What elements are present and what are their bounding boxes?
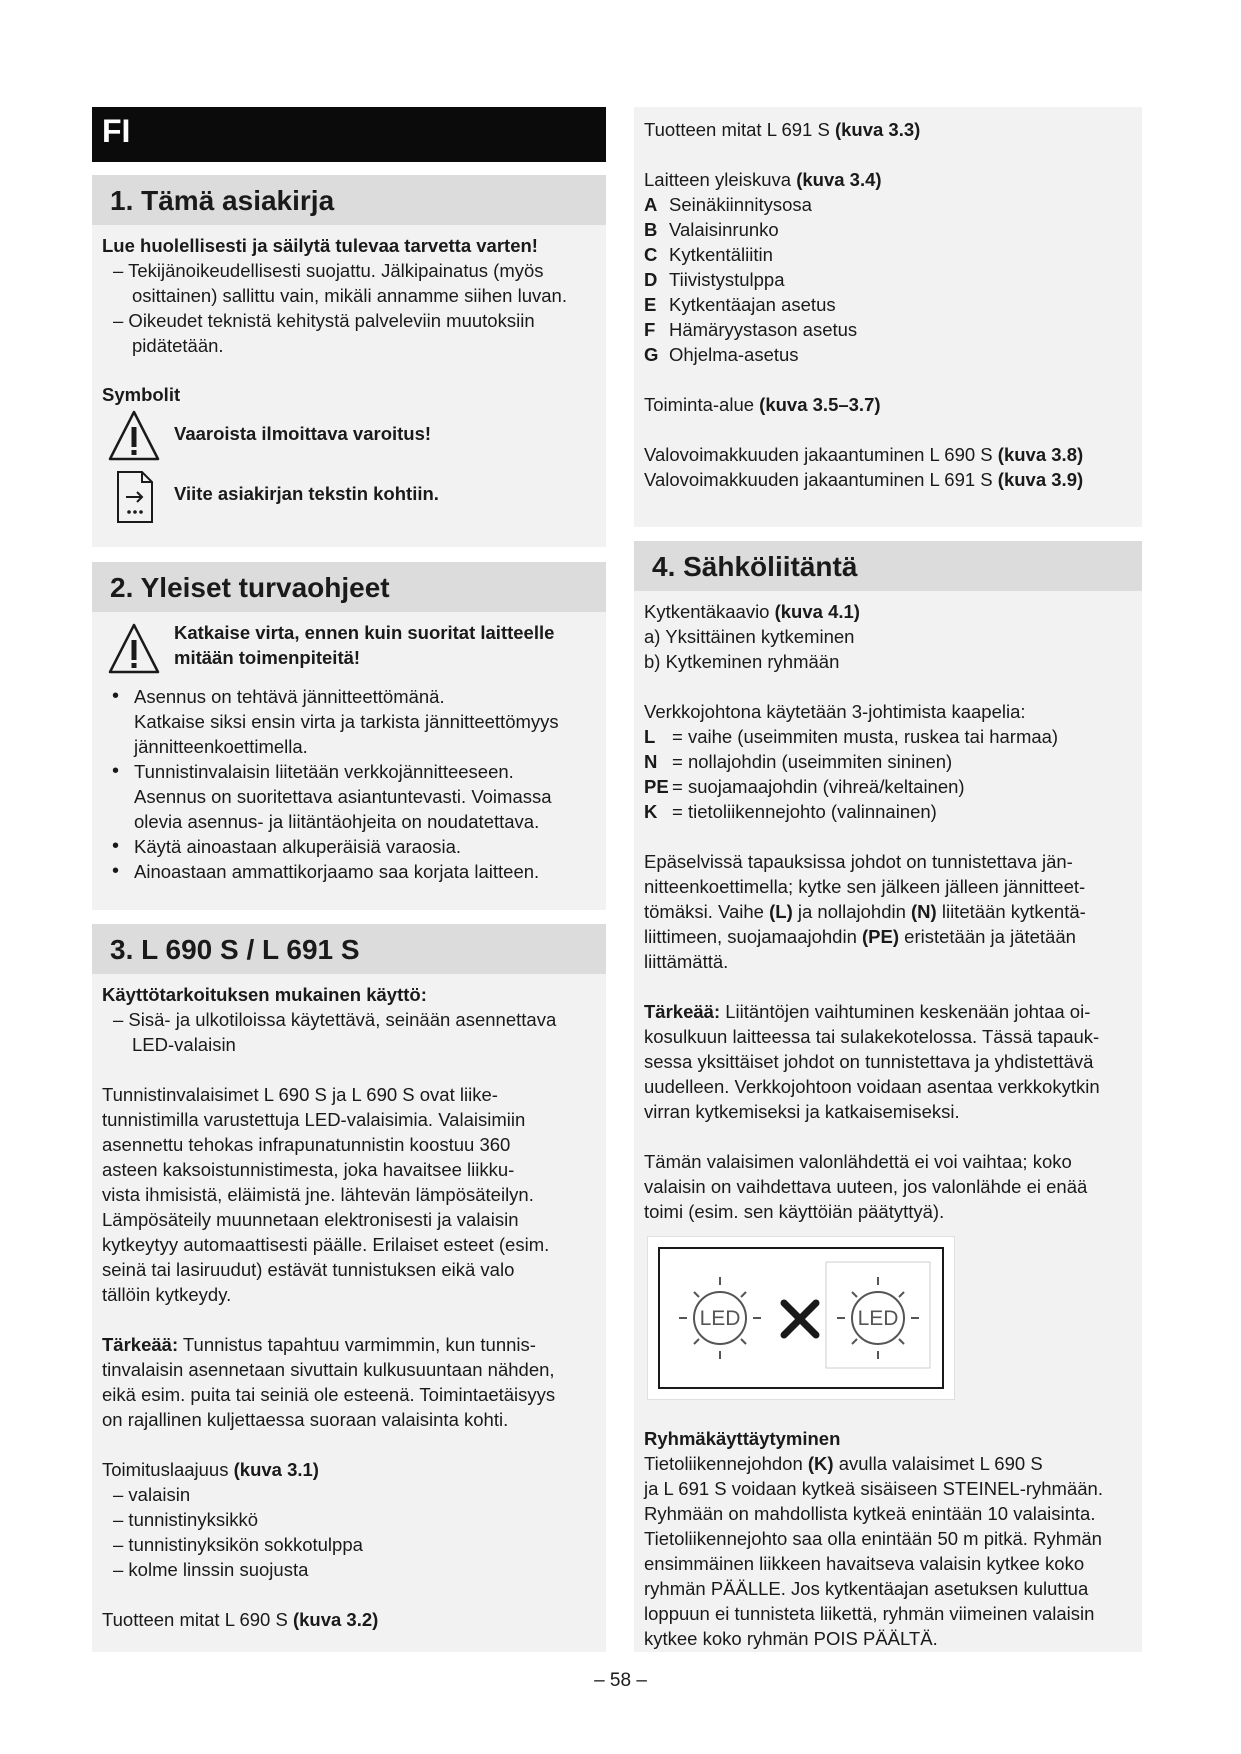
- unclear-text: ja nollajohdin: [792, 901, 912, 922]
- s4-imp-line: virran kytkemiseksi ja katkaisemiseksi.: [644, 1101, 960, 1122]
- overview-label: Laitteen yleiskuva: [644, 169, 797, 190]
- s2-bullet-2a: • Tunnistinvalaisin liitetään verkkojännitteeseen.: [134, 761, 514, 782]
- led-label-left: LED: [699, 1307, 741, 1330]
- s2-bullet-2: [102, 759, 596, 834]
- s1-lead: Lue huolellisesti ja säilytä tulevaa tarvetta varten!: [102, 235, 538, 256]
- s1-dash-2b: pidätetään.: [132, 335, 224, 356]
- led-not-replaceable-figure: [647, 1236, 955, 1400]
- group-line: ryhmän PÄÄLLE. Jos kytkentäajan asetuksen kuluttua: [644, 1578, 1089, 1599]
- warning-symbol-row: [102, 407, 596, 467]
- diagram-option-a: a) Yksittäinen kytkeminen: [644, 626, 855, 647]
- dist-690-label: Valovoimakkuuden jakaantuminen L 690 S: [644, 444, 998, 465]
- group-heading: Ryhmäkäyttäytyminen: [644, 1428, 841, 1449]
- group-line: Ryhmään on mahdollista kytkeä enintään 10 valaisinta.: [644, 1503, 1096, 1524]
- wire-item: [644, 724, 1132, 749]
- unclear-text: liitetään kytkentä-: [936, 901, 1086, 922]
- s4-important: [644, 999, 1132, 1124]
- s2-bullet-2c: olevia asennus- ja liitäntäohjeita on noudatettava.: [134, 811, 540, 832]
- use-line-1: – Sisä- ja ulkotiloissa käytettävä, seinään asennettava: [113, 1009, 557, 1030]
- diagram-figure-ref: (kuva 4.1): [774, 601, 860, 622]
- s3-p1-line: tunnistimilla varustettuja LED-valaisimia. Valaisimiin: [102, 1109, 526, 1130]
- group-line: kytkee koko ryhmän POIS PÄÄLTÄ.: [644, 1628, 938, 1649]
- use-line-2: LED-valaisin: [132, 1034, 236, 1055]
- s3-p1-line: asennettu tehokas infrapunatunnistin koostuu 360: [102, 1134, 511, 1155]
- s3-imp-line: tinvalaisin asennetaan sivuttain kulkusuuntaan nähden,: [102, 1359, 555, 1380]
- part-item: [644, 342, 1132, 367]
- s1-dash-1b: osittainen) sallittu vain, mikäli annamme siihen luvan.: [132, 285, 567, 306]
- scope-label: Toimituslaajuus: [102, 1459, 234, 1480]
- s4-imp-line: sessa yksittäiset johdot on tunnistettava ja yhdistettävä: [644, 1051, 1094, 1072]
- s3-p1-line: vista ihmisistä, eläimistä jne. lähtevän lämpösäteilyn.: [102, 1184, 534, 1205]
- s3-imp-line-1: Tunnistus tapahtuu varmimmin, kun tunnis-: [178, 1334, 536, 1355]
- section-1-title: 1. Tämä asiakirja: [92, 175, 606, 225]
- range-figure-ref: (kuva 3.5–3.7): [759, 394, 881, 415]
- part-label: Valaisinrunko: [669, 219, 779, 240]
- unclear-line: nitteenkoettimella; kytke sen jälkeen jälleen jännitteet-: [644, 876, 1086, 897]
- part-label: Hämäryystason asetus: [669, 319, 858, 340]
- wire-key: N: [644, 751, 658, 772]
- scope-item: – tunnistinyksikkö: [113, 1509, 258, 1530]
- wire-desc: = vaihe (useimmiten musta, ruskea tai harmaa): [672, 726, 1059, 747]
- group-key: (K): [807, 1453, 834, 1474]
- part-key: B: [644, 219, 658, 240]
- wire-key: K: [644, 801, 658, 822]
- parts-list: [644, 192, 1132, 367]
- unclear-line: Epäselvissä tapauksissa johdot on tunnistettava jän-: [644, 851, 1073, 872]
- part-item: [644, 267, 1132, 292]
- unclear-key: (N): [911, 901, 937, 922]
- s2-bullet-4: • Ainoastaan ammattikorjaamo saa korjata laitteen.: [102, 859, 596, 884]
- use-heading: Käyttötarkoituksen mukainen käyttö:: [102, 984, 427, 1005]
- dist-691-label: Valovoimakkuuden jakaantuminen L 691 S: [644, 469, 998, 490]
- wire-key: L: [644, 726, 656, 747]
- scope-of-delivery: [102, 1457, 596, 1582]
- s2-bullet-3: • Käytä ainoastaan alkuperäisiä varaosia.: [102, 834, 596, 859]
- section-4-title: 4. Sähköliitäntä: [634, 541, 1142, 591]
- section-1-box: [92, 175, 606, 547]
- unclear-text: eristetään ja jätetään: [899, 926, 1076, 947]
- led-note-line: Tämän valaisimen valonlähdettä ei voi vaihtaa; koko: [644, 1151, 1072, 1172]
- unclear-key: (L): [769, 901, 793, 922]
- s3-p1-line: kytkeytyy automaattisesti päälle. Erilaiset esteet (esim.: [102, 1234, 550, 1255]
- diagram-label: Kytkentäkaavio: [644, 601, 775, 622]
- section-3-title: 3. L 690 S / L 691 S: [92, 924, 606, 974]
- dim-690-label: Tuotteen mitat L 690 S: [102, 1609, 293, 1630]
- s2-warning-line-2: mitään toimenpiteitä!: [174, 647, 361, 668]
- part-key: D: [644, 269, 658, 290]
- diagram-option-b: b) Kytkeminen ryhmään: [644, 651, 840, 672]
- dist-691-figure-ref: (kuva 3.9): [997, 469, 1084, 490]
- reference-symbol-row: [102, 467, 596, 527]
- document-reference-icon: [108, 469, 160, 525]
- language-bar: [92, 107, 606, 162]
- s2-bullet-1a: • Asennus on tehtävä jännitteettömänä.: [134, 686, 445, 707]
- group-line: Tietoliikennejohto saa olla enintään 50 m pitkä. Ryhmän: [644, 1528, 1102, 1549]
- part-item: [644, 217, 1132, 242]
- led-figure-svg: [648, 1237, 954, 1399]
- s2-bullet-1b: Katkaise siksi ensin virta ja tarkista jännitteettömyys: [134, 711, 559, 732]
- section-3-box: [92, 924, 606, 1652]
- wire-key: PE: [644, 776, 669, 797]
- part-key: C: [644, 244, 658, 265]
- group-text: avulla valaisimet L 690 S: [833, 1453, 1043, 1474]
- led-note-line: valaisin on vaihdettava uuteen, jos valonlähde ei enää: [644, 1176, 1088, 1197]
- scope-item: – valaisin: [113, 1484, 191, 1505]
- overview-figure-ref: (kuva 3.4): [796, 169, 882, 190]
- cable-intro: Verkkojohtona käytetään 3-johtimista kaapelia:: [644, 701, 1026, 722]
- scope-item: – tunnistinyksikön sokkotulppa: [113, 1534, 363, 1555]
- part-item: [644, 192, 1132, 217]
- part-item: [644, 317, 1132, 342]
- part-key: G: [644, 344, 659, 365]
- section-2-title: 2. Yleiset turvaohjeet: [92, 562, 606, 612]
- group-line: ensimmäinen liikkeen havaitseva valaisin kytkee koko: [644, 1553, 1085, 1574]
- s4-imp-line: uudelleen. Verkkojohtoon voidaan asentaa verkkokytkin: [644, 1076, 1100, 1097]
- reference-symbol-text: Viite asiakirjan tekstin kohtiin.: [174, 483, 439, 504]
- s3-p1-line: seinä tai lasiruudut) estävät tunnistuksen eikä valo: [102, 1259, 515, 1280]
- s2-warning-row: [102, 620, 596, 684]
- s3-important: [102, 1332, 596, 1432]
- s2-bullet-1: [102, 684, 596, 759]
- wire-desc: = nollajohdin (useimmiten sininen): [672, 751, 953, 772]
- part-item: [644, 242, 1132, 267]
- part-label: Ohjelma-asetus: [669, 344, 799, 365]
- wire-desc: = tietoliikennejohto (valinnainen): [672, 801, 937, 822]
- dim-691-figure-ref: (kuva 3.3): [834, 119, 921, 140]
- s3-imp-line: on rajallinen kuljettaessa suoraan valaisinta kohti.: [102, 1409, 509, 1430]
- group-line: ja L 691 S voidaan kytkeä sisäiseen STEINEL-ryhmään.: [644, 1478, 1103, 1499]
- wire-item: [644, 799, 1132, 824]
- language-code: FI: [102, 113, 131, 149]
- unclear-text: liittimeen, suojamaajohdin: [644, 926, 863, 947]
- scope-item: – kolme linssin suojusta: [113, 1559, 309, 1580]
- unclear-text: tömäksi. Vaihe: [644, 901, 770, 922]
- warning-triangle-icon: [108, 622, 160, 676]
- part-label: Seinäkiinnitysosa: [669, 194, 812, 215]
- s2-bullet-2b: Asennus on suoritettava asiantuntevasti. Voimassa: [134, 786, 552, 807]
- important-label: Tärkeää:: [644, 1001, 721, 1022]
- dim-691-label: Tuotteen mitat L 691 S: [644, 119, 835, 140]
- page-number: – 58 –: [594, 1670, 647, 1691]
- part-label: Tiivistystulppa: [669, 269, 785, 290]
- s4-imp-line-1: Liitäntöjen vaihtuminen keskenään johtaa oi-: [720, 1001, 1091, 1022]
- unclear-paragraph: [644, 849, 1132, 974]
- s2-warning-line-1: Katkaise virta, ennen kuin suoritat laitteelle: [174, 622, 555, 643]
- section-2-box: [92, 562, 606, 910]
- s4-imp-line: kosulkuun laitteessa tai sulakekotelossa. Tässä tapauk-: [644, 1026, 1100, 1047]
- s3-p1-line: Tunnistinvalaisimet L 690 S ja L 690 S ovat liike-: [102, 1084, 498, 1105]
- part-key: F: [644, 319, 656, 340]
- wire-list: [644, 724, 1132, 824]
- part-key: E: [644, 294, 657, 315]
- wire-item: [644, 749, 1132, 774]
- led-note: [644, 1149, 1132, 1224]
- unclear-key: (PE): [862, 926, 900, 947]
- part-item: [644, 292, 1132, 317]
- warning-triangle-icon: [108, 409, 160, 463]
- dist-690-figure-ref: (kuva 3.8): [997, 444, 1084, 465]
- part-label: Kytkentäajan asetus: [669, 294, 836, 315]
- s3-p1-line: Lämpösäteily muunnetaan elektronisesti ja valaisin: [102, 1209, 519, 1230]
- wire-desc: = suojamaajohdin (vihreä/keltainen): [672, 776, 965, 797]
- dim-690-figure-ref: (kuva 3.2): [292, 1609, 379, 1630]
- symbols-heading: Symbolit: [102, 384, 181, 405]
- s1-dash-1a: – Tekijänoikeudellisesti suojattu. Jälkipainatus (myös: [113, 260, 544, 281]
- led-note-line: toimi (esim. sen käyttöiän päätyttyä).: [644, 1201, 945, 1222]
- part-key: A: [644, 194, 658, 215]
- s2-bullet-1c: jännitteenkoettimella.: [134, 736, 308, 757]
- section-3-continued-box: [634, 107, 1142, 527]
- led-label-right: LED: [857, 1307, 899, 1330]
- s1-dash-2a: – Oikeudet teknistä kehitystä palveleviin muutoksiin: [113, 310, 535, 331]
- part-label: Kytkentäliitin: [669, 244, 773, 265]
- group-text: Tietoliikennejohdon: [644, 1453, 808, 1474]
- unclear-line: liittämättä.: [644, 951, 729, 972]
- warning-symbol-text: Vaaroista ilmoittava varoitus!: [174, 423, 432, 444]
- important-label: Tärkeää:: [102, 1334, 179, 1355]
- s3-imp-line: eikä esim. puita tai seiniä ole esteenä. Toimintaetäisyys: [102, 1384, 556, 1405]
- scope-figure-ref: (kuva 3.1): [233, 1459, 319, 1480]
- range-label: Toiminta-alue: [644, 394, 760, 415]
- s3-p1-line: tällöin kytkeydy.: [102, 1284, 232, 1305]
- section-4-box: [634, 541, 1142, 1652]
- group-line: loppuun ei tunnisteta liikettä, ryhmän viimeinen valaisin: [644, 1603, 1095, 1624]
- wire-item: [644, 774, 1132, 799]
- s3-p1-line: asteen kaksoistunnistimesta, joka havaitsee liikku-: [102, 1159, 515, 1180]
- s3-paragraph-1: [102, 1082, 596, 1307]
